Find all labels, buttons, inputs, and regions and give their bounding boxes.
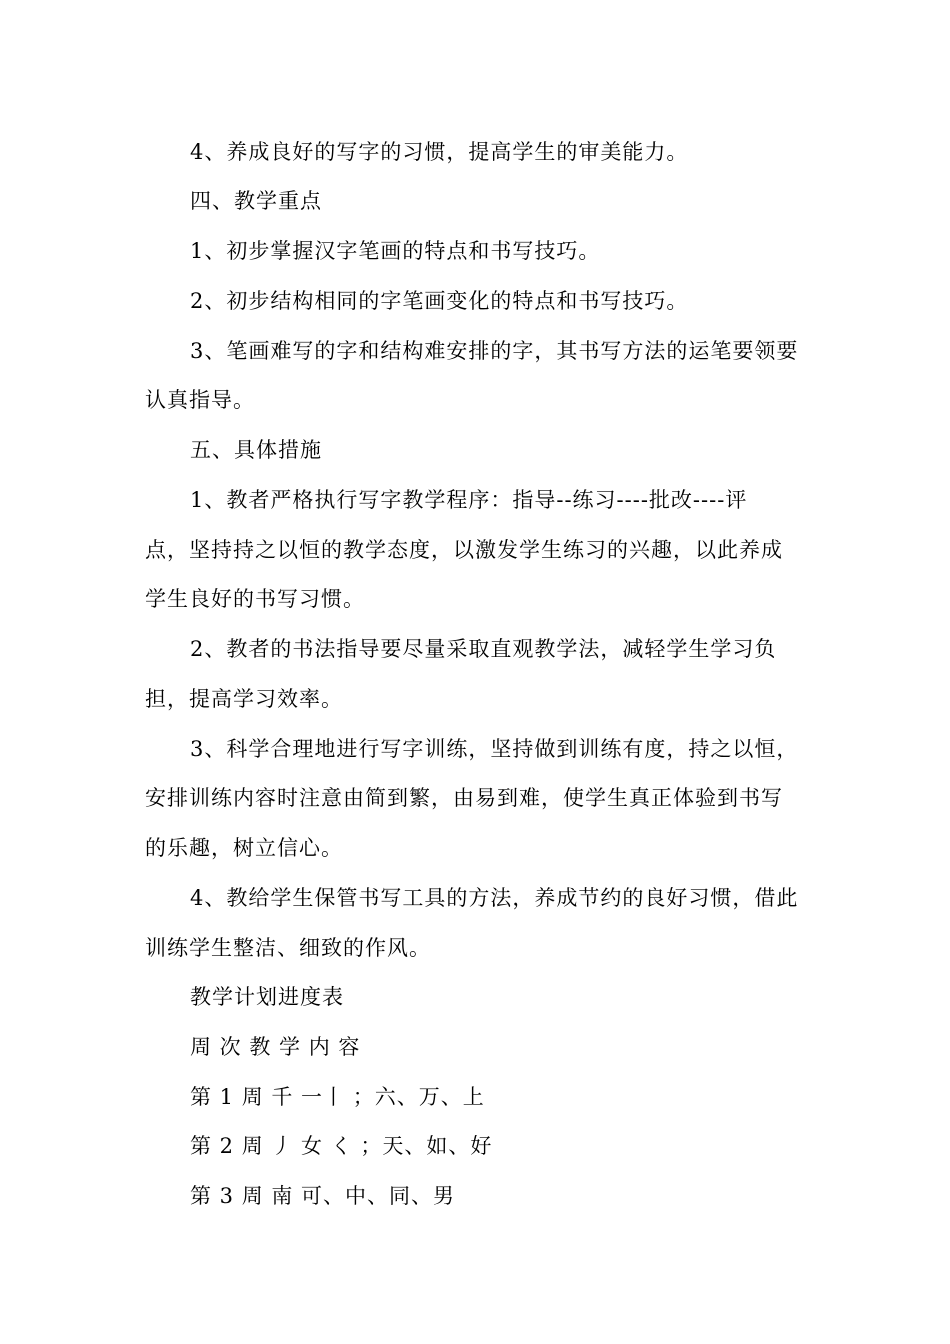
schedule-row-week-3: 第 3 周 南 可、中、同、男 [190, 1184, 456, 1208]
paragraph-line-1: 4、养成良好的写字的习惯，提高学生的审美能力。 [190, 140, 689, 164]
paragraph-line-9: 点，坚持持之以恒的教学态度，以激发学生练习的兴趣，以此养成 [145, 538, 783, 562]
paragraph-line-10: 学生良好的书写习惯。 [145, 587, 365, 611]
paragraph-line-11: 2、教者的书法指导要尽量采取直观教学法，减轻学生学习负 [190, 637, 777, 661]
paragraph-line-12: 担，提高学习效率。 [145, 687, 343, 711]
paragraph-line-4: 2、初步结构相同的字笔画变化的特点和书写技巧。 [190, 289, 689, 313]
paragraph-line-5: 3、笔画难写的字和结构难安排的字，其书写方法的运笔要领要 [190, 339, 799, 363]
schedule-row-week-1: 第 1 周 千 一丨 ；六、万、上 [190, 1085, 485, 1109]
paragraph-line-13: 3、科学合理地进行写字训练，坚持做到训练有度，持之以恒， [190, 737, 799, 761]
section-heading-measures: 五、具体措施 [190, 438, 322, 462]
paragraph-line-16: 4、教给学生保管书写工具的方法，养成节约的良好习惯，借此 [190, 886, 799, 910]
paragraph-line-14: 安排训练内容时注意由简到繁，由易到难，使学生真正体验到书写 [145, 786, 783, 810]
paragraph-line-3: 1、初步掌握汉字笔画的特点和书写技巧。 [190, 239, 601, 263]
paragraph-line-15: 的乐趣，树立信心。 [145, 836, 343, 860]
paragraph-line-17: 训练学生整洁、细致的作风。 [145, 936, 431, 960]
paragraph-line-8: 1、教者严格执行写字教学程序：指导--练习----批改----评 [190, 488, 748, 512]
section-heading-teaching-focus: 四、教学重点 [190, 189, 322, 213]
schedule-row-week-2: 第 2 周 丿 女 く ；天、如、好 [190, 1134, 493, 1158]
schedule-title: 教学计划进度表 [190, 985, 344, 1009]
paragraph-line-6: 认真指导。 [145, 388, 255, 412]
schedule-header: 周 次 教 学 内 容 [190, 1035, 361, 1059]
